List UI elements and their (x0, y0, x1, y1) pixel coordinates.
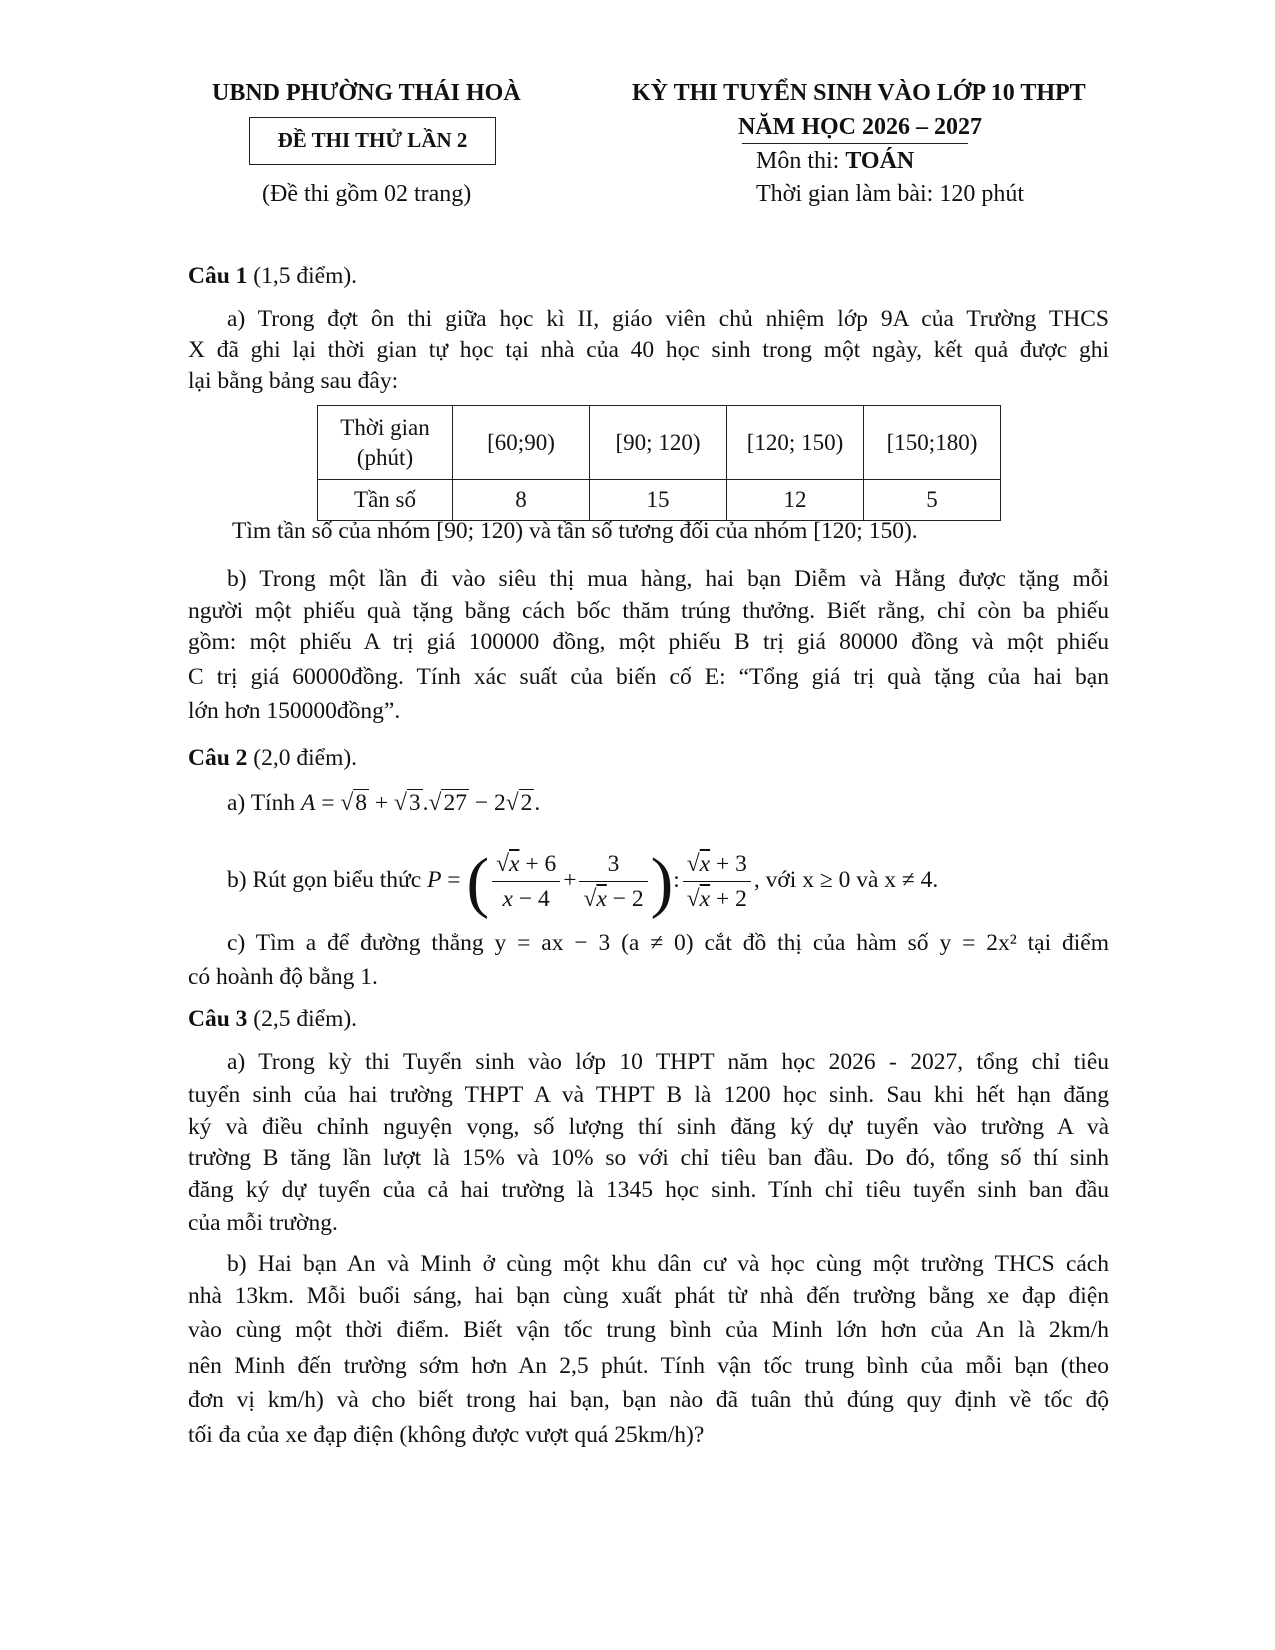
school-year: NĂM HỌC 2026 – 2027 (738, 114, 982, 140)
q3b-line-2: nhà 13km. Mỗi buổi sáng, hai bạn cùng xuất phát từ nhà đến trường bằng xe đạp điện (188, 1283, 1109, 1309)
table-group-cell: [150;180) (864, 406, 1001, 480)
subject-value: TOÁN (845, 148, 915, 174)
subject (756, 148, 914, 175)
table-group-cell: [60;90) (453, 406, 590, 480)
q2-points: (2,0 điểm). (247, 745, 358, 771)
q3a-line-2: tuyển sinh của hai trường THPT A và THPT B là 1200 học sinh. Sau khi hết hạn đăng (188, 1082, 1109, 1108)
q2c-line-2: có hoành độ bằng 1. (188, 964, 378, 990)
q3a-line-5: đăng ký dự tuyển của cả hai trường là 1345 học sinh. Tính chỉ tiêu tuyển sinh ban đầu (188, 1177, 1109, 1203)
q1b-line-1: b) Trong một lần đi vào siêu thị mua hàng, hai bạn Diễm và Hằng được tặng mỗi (227, 566, 1109, 592)
q3b-line-6: tối đa của xe đạp điện (không được vượt quá 25km/h)? (188, 1422, 705, 1448)
table-header-freq: Tần số (318, 480, 453, 521)
fraction-1: $\frac{√x + 6}{x - 4}$ (492, 847, 560, 916)
q2a-line: a) Tính A = √8 + √3.√27 − 2√2. (227, 790, 541, 816)
q2b-line: b) Rút gọn biểu thức P = ( $\frac{√x + 6}{x - 4}$ + $\frac{3}{√x - 2}$ ): $\frac{√x + 3}{√x + 2}$ , với x ≥ 0 và x ≠ 4. (227, 843, 939, 920)
table-freq-cell: 8 (453, 480, 590, 521)
q2-heading (188, 743, 357, 773)
exam-label: ĐỀ THI THỬ LẦN 2 (277, 128, 468, 152)
q1a-line-3: lại bằng bảng sau đây: (188, 368, 399, 394)
fraction-2: $\frac{3}{√x - 2}$ (579, 847, 647, 916)
q1b-line-4: C trị giá 60000đồng. Tính xác suất của biến cố E: “Tổng giá trị quà tặng của hai bạn (188, 664, 1109, 690)
q3a-line-3: ký và điều chỉnh nguyện vọng, số lượng thí sinh đăng ký dự tuyển vào trường A và (188, 1114, 1109, 1140)
q2a-prefix: a) Tính (227, 790, 301, 816)
q3b-line-5: đơn vị km/h) và cho biết trong hai bạn, bạn nào đã tuân thủ đúng quy định về tốc độ (188, 1387, 1109, 1413)
q1b-line-2: người một phiếu quà tặng bằng cách bốc thăm trúng thưởng. Biết rằng, chỉ còn ba phiếu (188, 598, 1109, 624)
subject-label: Môn thi: (756, 148, 846, 174)
table-freq-cell: 5 (864, 480, 1001, 521)
exam-title: KỲ THI TUYỂN SINH VÀO LỚP 10 THPT (632, 80, 1086, 106)
table-freq-cell: 12 (727, 480, 864, 521)
q3-heading (188, 1004, 357, 1034)
table-header-time (318, 406, 453, 480)
q1b-line-5: lớn hơn 150000đồng”. (188, 698, 401, 724)
q2b-condition: , với x ≥ 0 và x ≠ 4. (753, 867, 939, 893)
q3b-line-3: vào cùng một thời điểm. Biết vận tốc trung bình của Minh lớn hơn của An là 2km/h (188, 1317, 1109, 1343)
table-group-cell: [120; 150) (727, 406, 864, 480)
q3-points: (2,5 điểm). (247, 1006, 358, 1032)
q1-points: (1,5 điểm). (247, 263, 358, 289)
q2c-line-1: c) Tìm a để đường thẳng y = ax − 3 (a ≠ 0) cắt đồ thị của hàm số y = 2x² tại điểm (227, 930, 1109, 956)
page-count: (Đề thi gồm 02 trang) (262, 181, 472, 207)
fraction-3: $\frac{√x + 3}{√x + 2}$ (683, 847, 751, 916)
q3a-line-1: a) Trong kỳ thi Tuyển sinh vào lớp 10 THPT năm học 2026 - 2027, tổng chỉ tiêu (227, 1049, 1109, 1075)
q3a-line-4: trường B tăng lần lượt là 15% và 10% so với chỉ tiêu ban đầu. Do đó, tổng số thí sinh (188, 1145, 1109, 1171)
frequency-table (317, 405, 1001, 521)
q1-heading (188, 261, 357, 291)
q1a-line-1: a) Trong đợt ôn thi giữa học kì II, giáo viên chủ nhiệm lớp 9A của Trường THCS (227, 306, 1109, 332)
q2-title: Câu 2 (188, 745, 248, 771)
table-header-time-line1: Thời gian (340, 414, 430, 440)
q1a-line-2: X đã ghi lại thời gian tự học tại nhà của 40 học sinh trong một ngày, kết quả được ghi (188, 337, 1109, 363)
table-header-time-line2: (phút) (356, 444, 414, 470)
q3b-line-4: nên Minh đến trường sớm hơn An 2,5 phút. Tính vận tốc trung bình của mỗi bạn (theo (188, 1353, 1109, 1379)
q1a-question: Tìm tần số của nhóm [90; 120) và tần số tương đối của nhóm [120; 150). (232, 518, 918, 544)
org-name: UBND PHƯỜNG THÁI HOÀ (212, 80, 521, 106)
q3b-line-1: b) Hai bạn An và Minh ở cùng một khu dân cư và học cùng một trường THCS cách (227, 1251, 1109, 1277)
table-freq-cell: 15 (590, 480, 727, 521)
q2b-prefix: b) Rút gọn biểu thức (227, 867, 428, 893)
q3a-line-6: của mỗi trường. (188, 1210, 338, 1236)
exam-time: Thời gian làm bài: 120 phút (756, 181, 1024, 207)
table-group-cell: [90; 120) (590, 406, 727, 480)
q3-title: Câu 3 (188, 1006, 248, 1032)
q1-title: Câu 1 (188, 263, 248, 289)
q1b-line-3: gồm: một phiếu A trị giá 100000 đồng, một phiếu B trị giá 80000 đồng và một phiếu (188, 629, 1109, 655)
title-underline (742, 143, 968, 144)
